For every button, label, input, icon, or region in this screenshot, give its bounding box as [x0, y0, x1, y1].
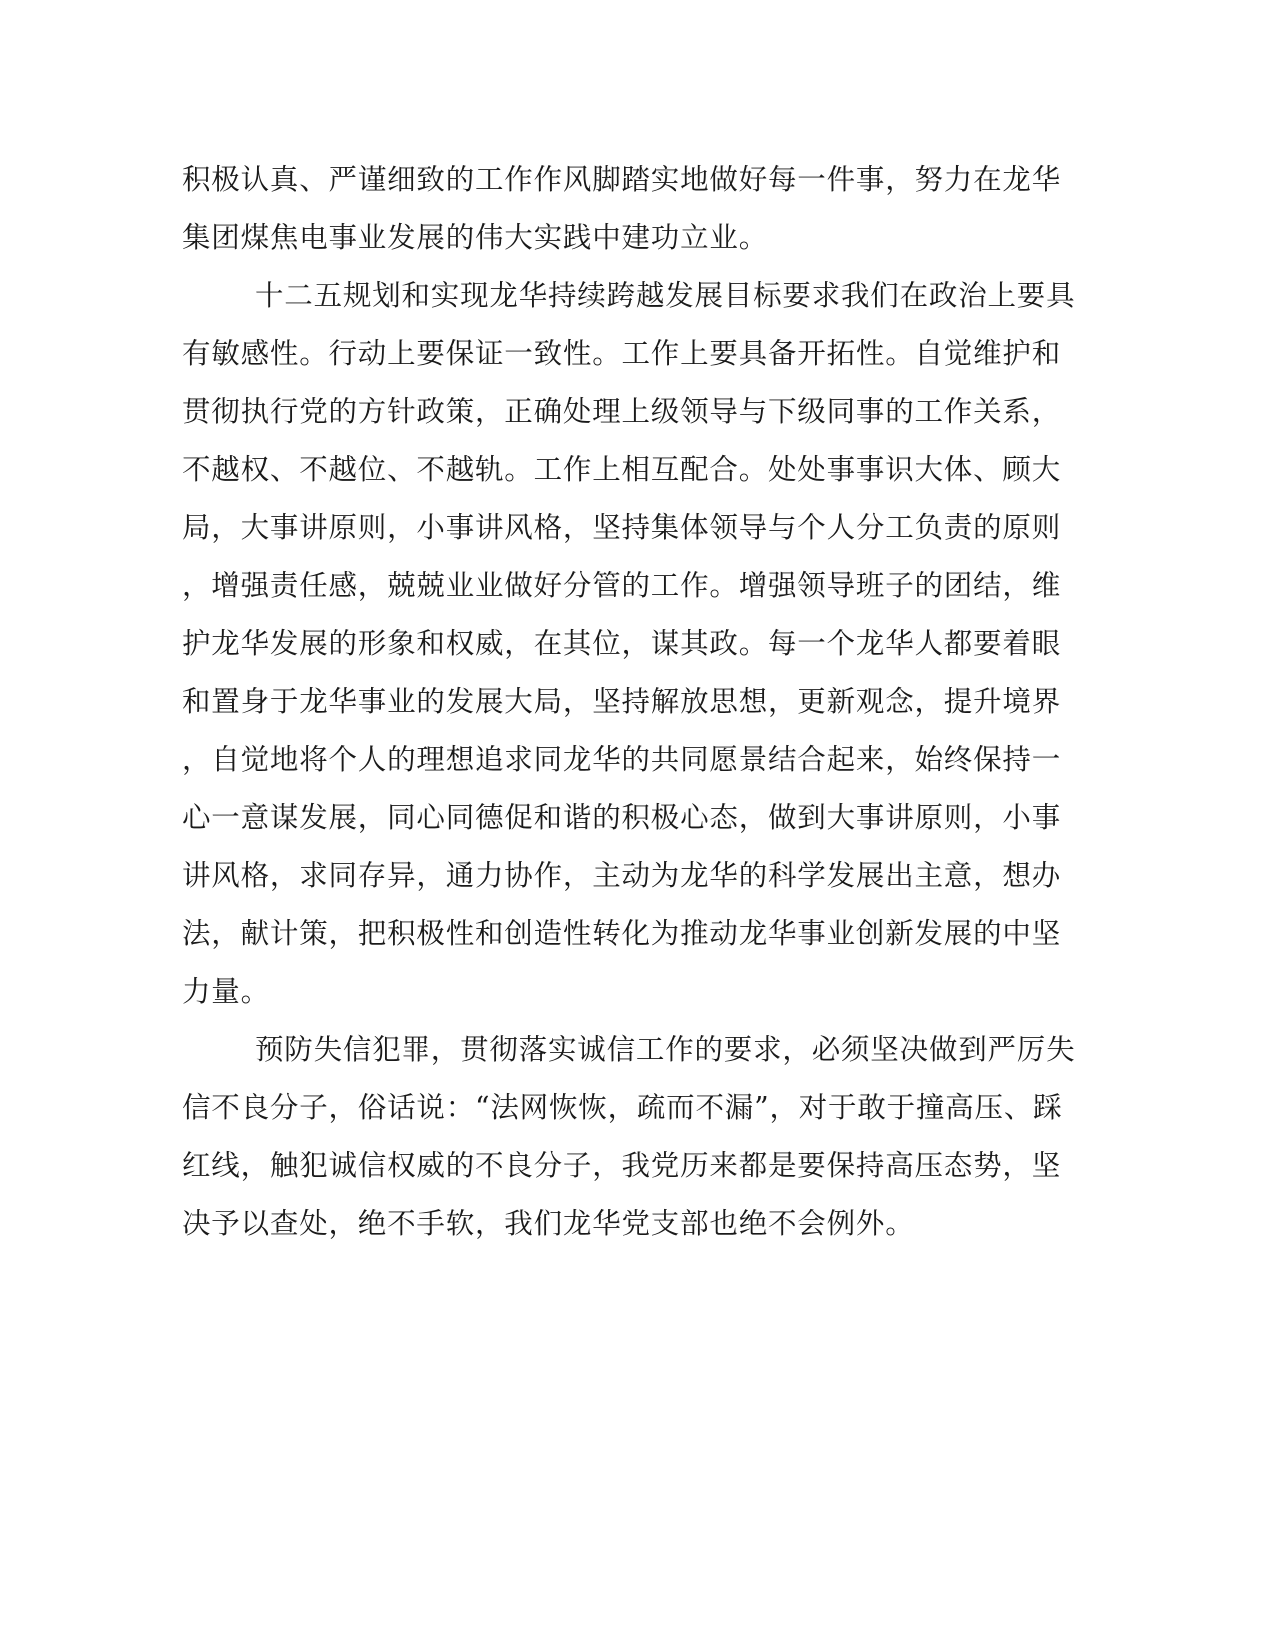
text-line: 力量。 [182, 975, 270, 1008]
text-line: 心一意谋发展，同心同德促和谐的积极心态，做到大事讲原则，小事 [182, 801, 1062, 834]
text-line: 信不良分子，俗话说：“法网恢恢，疏而不漏”，对于敢于撞高压、踩 [182, 1091, 1063, 1124]
text-line: 红线，触犯诚信权威的不良分子，我党历来都是要保持高压态势，坚 [182, 1149, 1062, 1182]
text-line: 不越权、不越位、不越轨。工作上相互配合。处处事事识大体、顾大 [182, 453, 1062, 486]
text-line: 护龙华发展的形象和权威，在其位，谋其政。每一个龙华人都要着眼 [182, 627, 1062, 660]
text-line: ，自觉地将个人的理想追求同龙华的共同愿景结合起来，始终保持一 [182, 743, 1062, 776]
paragraph-first-line: 预防失信犯罪，贯彻落实诚信工作的要求，必须坚决做到严厉失 [255, 1033, 1076, 1066]
text-line: 集团煤焦电事业发展的伟大实践中建功立业。 [182, 221, 769, 254]
text-line: 积极认真、严谨细致的工作作风脚踏实地做好每一件事，努力在龙华 [182, 163, 1062, 196]
text-line: ，增强责任感，兢兢业业做好分管的工作。增强领导班子的团结，维 [182, 569, 1062, 602]
text-line: 决予以查处，绝不手软，我们龙华党支部也绝不会例外。 [182, 1207, 915, 1240]
text-line: 局，大事讲原则，小事讲风格，坚持集体领导与个人分工负责的原则 [182, 511, 1062, 544]
text-line: 讲风格，求同存异，通力协作，主动为龙华的科学发展出主意，想办 [182, 859, 1062, 892]
text-line: 有敏感性。行动上要保证一致性。工作上要具备开拓性。自觉维护和 [182, 337, 1062, 370]
paragraph-first-line: 十二五规划和实现龙华持续跨越发展目标要求我们在政治上要具 [255, 279, 1076, 312]
text-line: 贯彻执行党的方针政策，正确处理上级领导与下级同事的工作关系， [182, 395, 1062, 428]
text-line: 法，献计策，把积极性和创造性转化为推动龙华事业创新发展的中坚 [182, 917, 1062, 950]
text-line: 和置身于龙华事业的发展大局，坚持解放思想，更新观念，提升境界 [182, 685, 1062, 718]
